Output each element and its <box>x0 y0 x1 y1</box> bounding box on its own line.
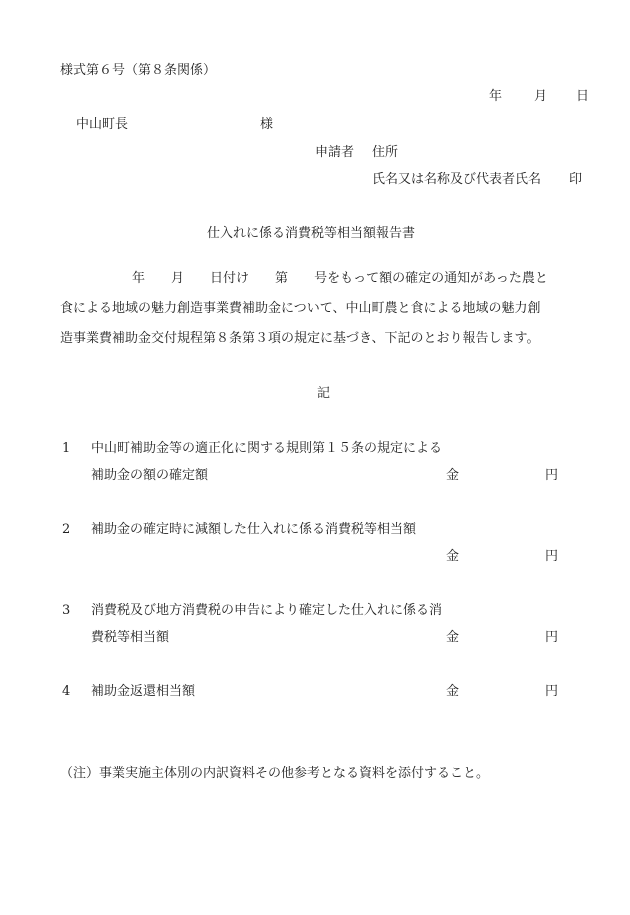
item-3-yen: 円 <box>545 630 559 645</box>
body-dayof: 日付け <box>210 271 250 286</box>
seal-mark: 印 <box>569 172 583 187</box>
body-line-1-rest: 号をもって額の確定の通知があった農と <box>314 271 548 286</box>
item-3-kin: 金 <box>446 630 460 645</box>
applicant-label: 申請者 <box>315 145 355 160</box>
item-2-yen: 円 <box>545 549 559 564</box>
item-3-text-cont: 費税等相当額 <box>91 630 170 645</box>
item-2-kin: 金 <box>446 549 460 564</box>
addressee-honorific: 様 <box>260 117 274 132</box>
body-line-3: 造事業費補助金交付規程第８条第３項の規定に基づき、下記のとおり報告します。 <box>60 331 540 346</box>
item-2-text: 補助金の確定時に減額した仕入れに係る消費税等相当額 <box>91 522 417 537</box>
item-1-kin: 金 <box>446 468 460 483</box>
item-1-text: 中山町補助金等の適正化に関する規則第１５条の規定による <box>91 441 443 456</box>
body-month: 月 <box>171 271 185 286</box>
date-year-label: 年 <box>489 89 503 104</box>
item-1-yen: 円 <box>545 468 559 483</box>
form-label: 様式第６号（第８条関係） <box>60 63 217 78</box>
item-4-kin: 金 <box>446 684 460 699</box>
item-3-text: 消費税及び地方消費税の申告により確定した仕入れに係る消 <box>91 603 443 618</box>
document-title: 仕入れに係る消費税等相当額報告書 <box>207 226 416 241</box>
date-month-label: 月 <box>534 89 548 104</box>
addressee-name: 中山町長 <box>76 117 129 132</box>
body-line-2: 食による地域の魅力創造事業費補助金について、中山町農と食による地域の魅力創 <box>60 301 541 316</box>
item-4-yen: 円 <box>545 684 559 699</box>
item-1-text-cont: 補助金の額の確定額 <box>91 468 209 483</box>
item-3-number: 3 <box>62 603 71 618</box>
item-1-number: 1 <box>62 441 71 456</box>
applicant-address-label: 住所 <box>372 145 399 160</box>
footnote: （注）事業実施主体別の内訳資料その他参考となる資料を添付すること。 <box>60 766 490 781</box>
body-paragraph <box>60 271 590 361</box>
applicant-name-label: 氏名又は名称及び代表者氏名 <box>372 172 542 187</box>
body-line-1 <box>60 271 590 301</box>
ki-heading: 記 <box>317 386 331 401</box>
item-2-number: 2 <box>62 522 71 537</box>
body-year: 年 <box>132 271 146 286</box>
body-no: 第 <box>275 271 289 286</box>
date-day-label: 日 <box>576 89 590 104</box>
item-4-text: 補助金返還相当額 <box>91 684 196 699</box>
item-4-number: 4 <box>62 684 71 699</box>
